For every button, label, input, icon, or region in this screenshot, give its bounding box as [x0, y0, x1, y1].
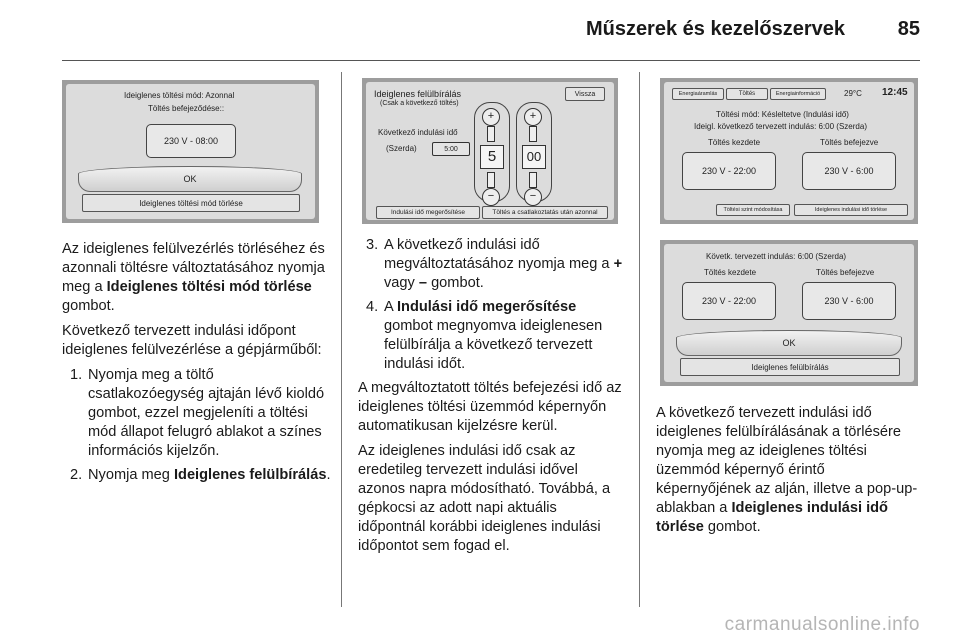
- column-2-text: [358, 236, 624, 562]
- tab-charging[interactable]: Töltés: [726, 88, 768, 100]
- text: A következő indulási idő megváltoztatásához nyomja meg a: [384, 237, 614, 272]
- list-item: [358, 236, 624, 293]
- confirm-departure-button[interactable]: Indulási idő megerősítése: [376, 206, 480, 219]
- next-departure-label: Következő indulási idő: [378, 128, 458, 137]
- text: gombot megnyomva ideiglenesen felülbírálja a következő tervezett indulási időt.: [384, 318, 603, 372]
- mode-line: Ideiglenes töltési mód: Azonnal: [124, 91, 235, 100]
- list-number: 2.: [70, 467, 83, 483]
- bold-button-name: Ideiglenes töltési mód törlése: [106, 279, 312, 295]
- start-label: Töltés kezdete: [708, 138, 761, 147]
- bold-button-name: Ideiglenes felülbírálás: [173, 467, 327, 483]
- figure-temporary-mode: [62, 80, 319, 223]
- column-divider-1: [341, 72, 342, 607]
- text: Az ideiglenes felülvezérlés törléséhez és azonnali töltésre változtatásához nyomja meg a: [62, 241, 325, 295]
- next-departure-line: Ideigl. következő tervezett indulás: 6:00 (Szerda): [694, 122, 867, 131]
- override-title: Ideiglenes felülbírálás: [374, 89, 462, 99]
- paragraph: [656, 404, 922, 537]
- text: vagy: [384, 275, 419, 291]
- screen: [664, 244, 914, 382]
- plus-symbol: +: [613, 256, 623, 272]
- tab-energy-flow[interactable]: Energiaáramlás: [672, 88, 724, 100]
- stepper-stem: [487, 172, 495, 188]
- text: gombot.: [62, 298, 115, 314]
- column-divider-2: [639, 72, 640, 607]
- stepper-stem: [529, 126, 537, 142]
- minute-minus-button[interactable]: −: [524, 188, 542, 206]
- screen: [366, 82, 614, 220]
- text: A: [384, 299, 397, 315]
- day-label: (Szerda): [386, 144, 417, 153]
- minute-plus-button[interactable]: +: [524, 108, 542, 126]
- list-item: [62, 366, 332, 461]
- end-label: Töltés befejezve: [816, 268, 875, 277]
- charge-immediately-button[interactable]: Töltés a csatlakoztatás után azonnal: [482, 206, 608, 219]
- column-3-text: [656, 404, 922, 543]
- override-subtitle: (Csak a következő töltés): [380, 100, 459, 107]
- list-number: 3.: [366, 237, 379, 253]
- minute-digit: 00: [522, 145, 546, 169]
- start-time-box: 230 V - 22:00: [682, 152, 776, 190]
- temporary-override-button[interactable]: Ideiglenes felülbírálás: [680, 358, 900, 376]
- start-time-box: 230 V - 22:00: [682, 282, 776, 320]
- end-time-box: 230 V - 6:00: [802, 282, 896, 320]
- column-1-text: [62, 240, 332, 490]
- tab-energy-info[interactable]: Energiainformáció: [770, 88, 826, 100]
- list-number: 1.: [70, 367, 83, 383]
- hour-stepper: [480, 108, 502, 206]
- text: A következő tervezett indulási idő ideiglenes felülbírálásának a törlésére nyomja meg az ideiglenes töltési üzemmód képernyő érintő képernyőjének az alján, illetve a pop-up-ablakban a: [656, 405, 918, 516]
- hour-digit: 5: [480, 145, 504, 169]
- change-charge-level-button[interactable]: Töltési szint módosítása: [716, 204, 790, 216]
- end-label: Töltés befejezve: [820, 138, 879, 147]
- text: .: [326, 467, 331, 483]
- minute-stepper: [522, 108, 544, 206]
- page-title: Műszerek és kezelőszervek: [585, 18, 845, 40]
- figure-temporary-override: [362, 78, 618, 224]
- clock: 12:45: [882, 87, 908, 98]
- delete-departure-button[interactable]: Ideiglenes indulási idő törlése: [794, 204, 908, 216]
- hour-minus-button[interactable]: −: [482, 188, 500, 206]
- next-departure-line: Követk. tervezett indulás: 6:00 (Szerda): [706, 252, 847, 261]
- stepper-stem: [487, 126, 495, 142]
- header-rule: [62, 60, 920, 61]
- end-time-box: 230 V - 08:00: [146, 124, 236, 158]
- page-header: [0, 0, 960, 62]
- hour-plus-button[interactable]: +: [482, 108, 500, 126]
- text: gombot.: [427, 275, 484, 291]
- bold-button-name: Ideiglenes indulási idő törlése: [656, 500, 888, 535]
- paragraph: Az ideiglenes indulási idő csak az eredetileg tervezett indulási idővel azonos napra módosítható. Továbbá, a gépkocsi az adott napi aktuális időpontnál korábbi ideiglenes indulási időpontot sem fogad el.: [358, 443, 611, 554]
- departure-time-field: 5:00: [432, 142, 470, 156]
- screen: [66, 84, 315, 219]
- back-button[interactable]: Vissza: [565, 87, 605, 101]
- charge-mode-line: Töltési mód: Késleltetve (Indulási idő): [716, 110, 849, 119]
- paragraph: Következő tervezett indulási időpont ideiglenes felülvezérlése a gépjárműből:: [62, 323, 322, 358]
- end-time-box: 230 V - 6:00: [802, 152, 896, 190]
- end-label: Töltés befejeződése::: [148, 104, 225, 113]
- list-item: [62, 466, 332, 485]
- paragraph: A megváltoztatott töltés befejezési idő az ideiglenes töltési üzemmód képernyőn automatikusan kijelzésre kerül.: [358, 380, 622, 434]
- page-number: 85: [897, 18, 920, 40]
- watermark: carmanualsonline.info: [724, 614, 920, 635]
- paragraph: [62, 240, 332, 316]
- minus-symbol: –: [418, 275, 428, 291]
- temperature: 29°C: [844, 89, 862, 98]
- list-number: 4.: [366, 299, 379, 315]
- list-item: [358, 298, 624, 374]
- figure-charge-popup: [660, 240, 918, 386]
- ok-button[interactable]: OK: [676, 330, 902, 356]
- screen: [664, 82, 914, 220]
- stepper-stem: [529, 172, 537, 188]
- text: gombot.: [703, 519, 761, 535]
- bold-button-name: Indulási idő megerősítése: [396, 299, 577, 315]
- delete-temporary-mode-button[interactable]: Ideiglenes töltési mód törlése: [82, 194, 300, 212]
- text: Nyomja meg: [88, 467, 174, 483]
- text: Nyomja meg a töltő csatlakozóegység ajtaján lévő kioldó gombot, ezzel megjeleníti a töltési mód állapot felugró ablakot a színes információs kijelzőn.: [88, 367, 325, 459]
- figure-charge-screen: [660, 78, 918, 224]
- start-label: Töltés kezdete: [704, 268, 757, 277]
- ok-button[interactable]: OK: [78, 166, 302, 192]
